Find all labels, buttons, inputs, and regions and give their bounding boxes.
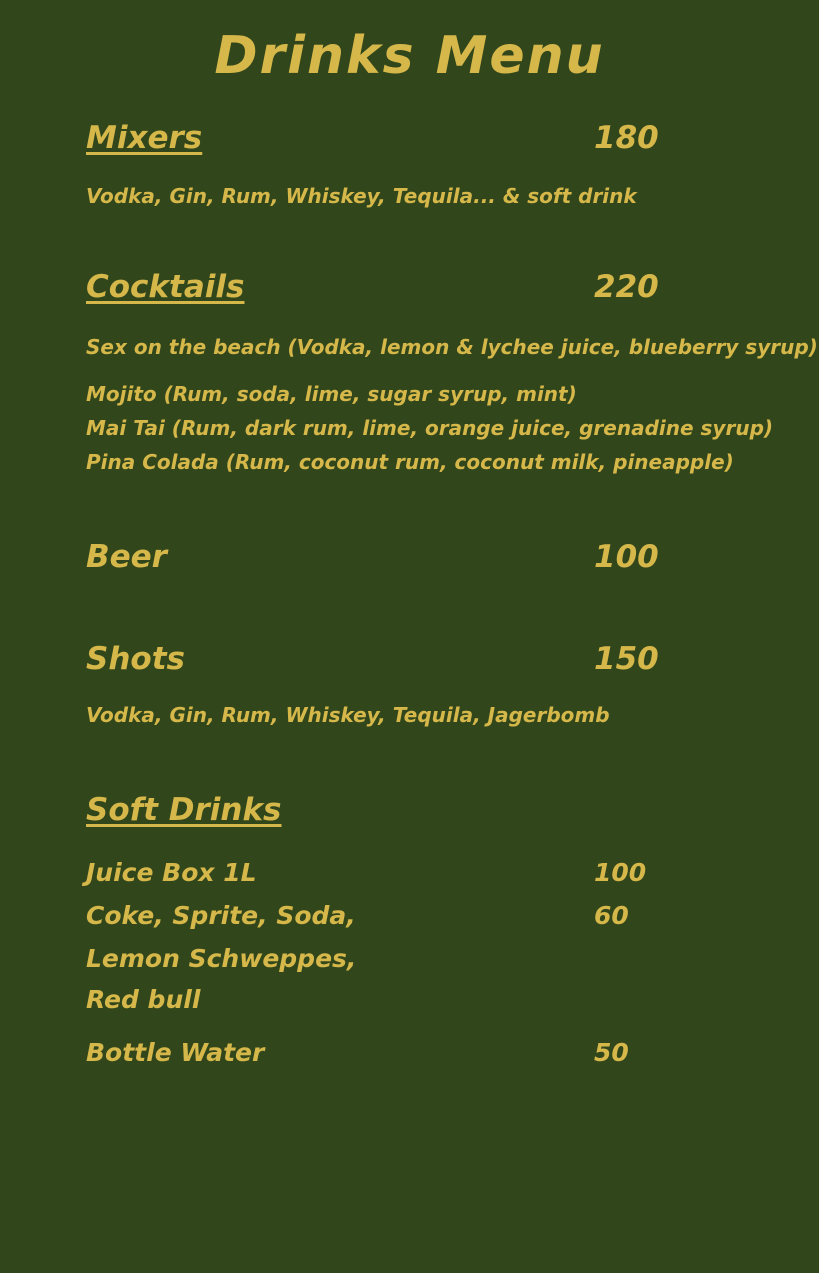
section-title-mixers: Mixers <box>86 120 203 156</box>
section-price-beer: 100 <box>594 539 659 575</box>
list-item: Pina Colada (Rum, coconut rum, coconut milk, pineapple) <box>86 450 734 474</box>
section-header <box>86 120 759 156</box>
section-header <box>86 641 759 677</box>
section-price-cocktails: 220 <box>594 269 659 305</box>
menu-section-mixers <box>86 120 759 207</box>
spacer <box>86 211 759 269</box>
item-price: 100 <box>594 858 647 887</box>
list-item: Vodka, Gin, Rum, Whiskey, Tequila... & soft drink <box>86 184 637 208</box>
menu-content <box>0 86 819 1067</box>
list-item <box>86 1038 759 1067</box>
list-item <box>86 944 759 973</box>
page-title: Drinks Menu <box>214 26 605 86</box>
section-header <box>86 269 759 305</box>
section-header <box>86 792 759 828</box>
section-price-shots: 150 <box>594 641 659 677</box>
spacer <box>86 579 759 641</box>
section-title-beer: Beer <box>86 539 167 575</box>
section-title-cocktails: Cocktails <box>86 269 245 305</box>
item-price: 60 <box>594 901 629 930</box>
list-item <box>86 985 759 1014</box>
spacer <box>86 730 759 792</box>
list-item <box>86 901 759 930</box>
menu-section-beer <box>86 539 759 575</box>
item-price: 50 <box>594 1038 629 1067</box>
list-item: Sex on the beach (Vodka, lemon & lychee juice, blueberry syrup) <box>86 335 818 359</box>
menu-section-shots <box>86 641 759 726</box>
list-item: Mai Tai (Rum, dark rum, lime, orange juice, grenadine syrup) <box>86 416 774 440</box>
spacer <box>86 477 759 539</box>
list-item: Mojito (Rum, soda, lime, sugar syrup, mint) <box>86 382 577 406</box>
spacer <box>86 86 759 120</box>
section-title-shots: Shots <box>86 641 185 677</box>
section-title-soft-drinks: Soft Drinks <box>86 792 282 828</box>
menu-section-cocktails <box>86 269 818 474</box>
list-item <box>86 858 759 887</box>
item-label: Bottle Water <box>86 1038 265 1067</box>
item-label: Lemon Schweppes, <box>86 944 357 973</box>
list-item: Vodka, Gin, Rum, Whiskey, Tequila, Jagerbomb <box>86 703 610 727</box>
section-header <box>86 539 759 575</box>
item-label: Red bull <box>86 985 201 1014</box>
item-label: Coke, Sprite, Soda, <box>86 901 356 930</box>
section-price-mixers: 180 <box>594 120 659 156</box>
menu-section-soft-drinks <box>86 792 759 1067</box>
item-label: Juice Box 1L <box>86 858 257 887</box>
